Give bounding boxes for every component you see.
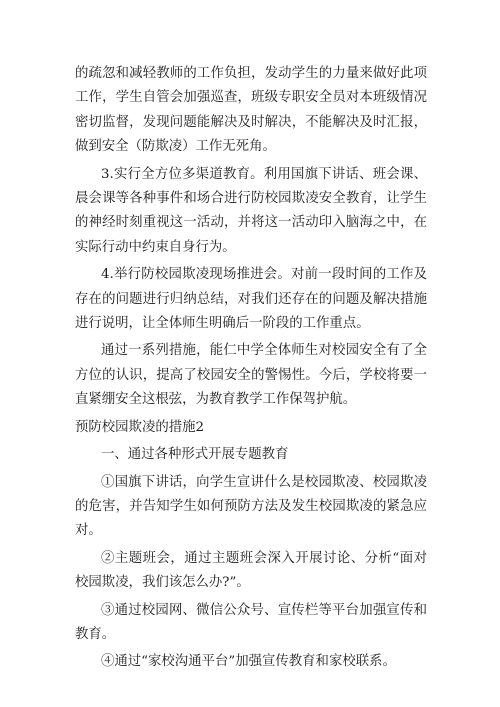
paragraph-item-3: 3.实行全方位多渠道教育。利用国旗下讲话、班会课、晨会课等各种事件和场合进行防校园欺凌安全教育，让学生的神经时刻重视这一活动，并将这一活动印入脑海之中，在实际行动中约束自身行为。 (75, 166, 427, 255)
paragraph-item-4: 4.举行防校园欺凌现场推进会。对前一段时间的工作及存在的问题进行归纳总结，对我们还存在的问题及解决措施进行说明，让全体师生明确后一阶段的工作重点。 (75, 267, 427, 332)
paragraph-summary: 通过一系列措施，能仁中学全体师生对校园安全有了全方位的认识，提高了校园安全的警惕性。今后，学校将要一直紧绷安全这根弦，为教育教学工作保驾护航。 (75, 343, 427, 408)
list-item-2: ②主题班会，通过主题班会深入开展讨论、分析“面对校园欺凌，我们该怎么办?”。 (75, 550, 427, 591)
list-item-1: ①国旗下讲话，向学生宣讲什么是校园欺凌、校园欺凌的危害，并告知学生如何预防方法及发生校园欺凌的紧急应对。 (75, 474, 427, 539)
section-title: 预防校园欺凌的措施2 (75, 419, 205, 435)
subsection-heading: 一、通过各种形式开展专题教育 (101, 447, 289, 463)
paragraph-continuation: 的疏忽和减轻教师的工作负担，发动学生的力量来做好此项工作，学生自管会加强巡查，班级专职安全员对本班级情况密切监督，发现问题能解决及时解决，不能解决及时汇报，做到安全（防欺凌）工作无死角。 (75, 66, 427, 155)
list-item-3: ③通过校园网、微信公众号、宣传栏等平台加强宣传和教育。 (75, 602, 427, 642)
document-body (75, 62, 427, 678)
list-item-4: ④通过“家校沟通平台”加强宣传教育和家校联系。 (101, 654, 396, 670)
